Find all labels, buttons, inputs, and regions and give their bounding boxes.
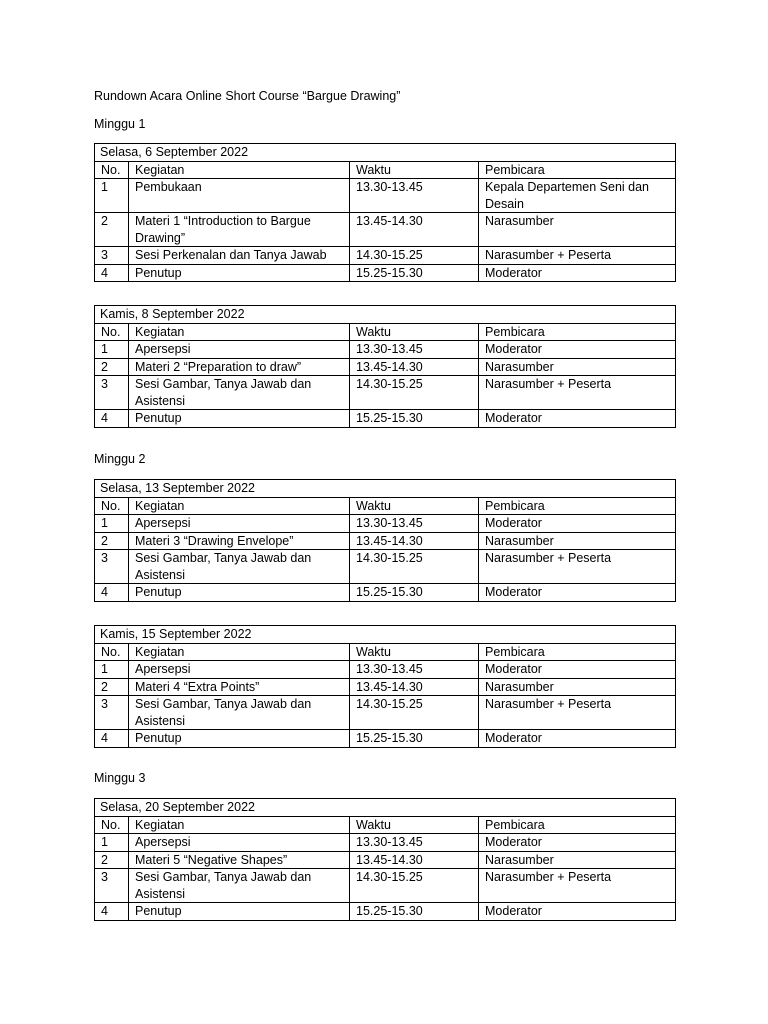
cell-waktu: 14.30-15.25 bbox=[350, 247, 479, 265]
header-kegiatan: Kegiatan bbox=[129, 816, 350, 834]
header-pembicara: Pembicara bbox=[479, 161, 676, 179]
cell-kegiatan: Materi 3 “Drawing Envelope” bbox=[129, 532, 350, 550]
cell-waktu: 15.25-15.30 bbox=[350, 903, 479, 921]
cell-pembicara: Moderator bbox=[479, 730, 676, 748]
table-row bbox=[95, 550, 676, 584]
cell-no: 2 bbox=[95, 851, 129, 869]
cell-kegiatan: Sesi Gambar, Tanya Jawab dan Asistensi bbox=[129, 376, 350, 410]
header-waktu: Waktu bbox=[350, 497, 479, 515]
cell-kegiatan: Penutup bbox=[129, 903, 350, 921]
table-row bbox=[95, 532, 676, 550]
page-title: Rundown Acara Online Short Course “Bargue Drawing” bbox=[94, 89, 401, 103]
cell-waktu: 13.45-14.30 bbox=[350, 532, 479, 550]
cell-no: 3 bbox=[95, 247, 129, 265]
cell-waktu: 13.45-14.30 bbox=[350, 678, 479, 696]
cell-pembicara: Moderator bbox=[479, 515, 676, 533]
day-cell: Kamis, 8 September 2022 bbox=[95, 306, 676, 324]
cell-waktu: 15.25-15.30 bbox=[350, 410, 479, 428]
cell-no: 3 bbox=[95, 376, 129, 410]
header-pembicara: Pembicara bbox=[479, 816, 676, 834]
cell-kegiatan: Materi 2 “Preparation to draw” bbox=[129, 358, 350, 376]
week-heading: Minggu 1 bbox=[94, 117, 146, 131]
cell-waktu: 13.30-13.45 bbox=[350, 515, 479, 533]
cell-no: 2 bbox=[95, 532, 129, 550]
cell-kegiatan: Apersepsi bbox=[129, 661, 350, 679]
cell-waktu: 13.30-13.45 bbox=[350, 341, 479, 359]
table-row bbox=[95, 410, 676, 428]
cell-pembicara: Narasumber bbox=[479, 358, 676, 376]
cell-pembicara: Narasumber bbox=[479, 532, 676, 550]
schedule-table bbox=[94, 625, 676, 748]
header-kegiatan: Kegiatan bbox=[129, 161, 350, 179]
header-pembicara: Pembicara bbox=[479, 497, 676, 515]
cell-kegiatan: Sesi Perkenalan dan Tanya Jawab bbox=[129, 247, 350, 265]
header-no: No. bbox=[95, 497, 129, 515]
header-row bbox=[95, 161, 676, 179]
table-row bbox=[95, 515, 676, 533]
cell-pembicara: Moderator bbox=[479, 661, 676, 679]
cell-waktu: 15.25-15.30 bbox=[350, 584, 479, 602]
header-row bbox=[95, 323, 676, 341]
cell-waktu: 14.30-15.25 bbox=[350, 869, 479, 903]
cell-pembicara: Narasumber + Peserta bbox=[479, 247, 676, 265]
header-waktu: Waktu bbox=[350, 323, 479, 341]
cell-pembicara: Narasumber + Peserta bbox=[479, 376, 676, 410]
table-row bbox=[95, 179, 676, 213]
cell-kegiatan: Apersepsi bbox=[129, 515, 350, 533]
cell-pembicara: Moderator bbox=[479, 903, 676, 921]
cell-kegiatan: Apersepsi bbox=[129, 834, 350, 852]
header-no: No. bbox=[95, 161, 129, 179]
header-no: No. bbox=[95, 643, 129, 661]
table-row bbox=[95, 903, 676, 921]
cell-kegiatan: Materi 1 “Introduction to Bargue Drawing” bbox=[129, 213, 350, 247]
cell-kegiatan: Sesi Gambar, Tanya Jawab dan Asistensi bbox=[129, 550, 350, 584]
cell-waktu: 13.45-14.30 bbox=[350, 213, 479, 247]
schedule-table bbox=[94, 305, 676, 428]
cell-no: 1 bbox=[95, 179, 129, 213]
table-row bbox=[95, 341, 676, 359]
cell-kegiatan: Penutup bbox=[129, 264, 350, 282]
cell-kegiatan: Materi 5 “Negative Shapes” bbox=[129, 851, 350, 869]
cell-kegiatan: Penutup bbox=[129, 730, 350, 748]
header-waktu: Waktu bbox=[350, 161, 479, 179]
schedule-table bbox=[94, 143, 676, 282]
table-row bbox=[95, 584, 676, 602]
header-pembicara: Pembicara bbox=[479, 643, 676, 661]
cell-pembicara: Moderator bbox=[479, 341, 676, 359]
cell-kegiatan: Sesi Gambar, Tanya Jawab dan Asistensi bbox=[129, 869, 350, 903]
day-row bbox=[95, 799, 676, 817]
cell-pembicara: Moderator bbox=[479, 834, 676, 852]
cell-kegiatan: Penutup bbox=[129, 410, 350, 428]
cell-no: 1 bbox=[95, 515, 129, 533]
cell-waktu: 13.30-13.45 bbox=[350, 179, 479, 213]
header-no: No. bbox=[95, 323, 129, 341]
cell-pembicara: Moderator bbox=[479, 584, 676, 602]
cell-waktu: 14.30-15.25 bbox=[350, 696, 479, 730]
table-row bbox=[95, 696, 676, 730]
week-heading: Minggu 3 bbox=[94, 771, 146, 785]
cell-pembicara: Moderator bbox=[479, 264, 676, 282]
day-cell: Selasa, 13 September 2022 bbox=[95, 480, 676, 498]
cell-waktu: 15.25-15.30 bbox=[350, 730, 479, 748]
cell-waktu: 13.45-14.30 bbox=[350, 358, 479, 376]
schedule-table bbox=[94, 798, 676, 921]
header-waktu: Waktu bbox=[350, 643, 479, 661]
cell-no: 2 bbox=[95, 358, 129, 376]
day-cell: Kamis, 15 September 2022 bbox=[95, 626, 676, 644]
cell-waktu: 13.30-13.45 bbox=[350, 661, 479, 679]
day-cell: Selasa, 6 September 2022 bbox=[95, 144, 676, 162]
day-row bbox=[95, 144, 676, 162]
header-pembicara: Pembicara bbox=[479, 323, 676, 341]
header-kegiatan: Kegiatan bbox=[129, 497, 350, 515]
cell-pembicara: Narasumber bbox=[479, 213, 676, 247]
cell-no: 4 bbox=[95, 903, 129, 921]
day-row bbox=[95, 480, 676, 498]
cell-pembicara: Narasumber bbox=[479, 851, 676, 869]
header-row bbox=[95, 497, 676, 515]
cell-no: 4 bbox=[95, 410, 129, 428]
cell-no: 2 bbox=[95, 678, 129, 696]
table-row bbox=[95, 213, 676, 247]
cell-no: 3 bbox=[95, 550, 129, 584]
table-row bbox=[95, 851, 676, 869]
table-row bbox=[95, 358, 676, 376]
cell-waktu: 14.30-15.25 bbox=[350, 550, 479, 584]
day-row bbox=[95, 626, 676, 644]
header-no: No. bbox=[95, 816, 129, 834]
cell-pembicara: Kepala Departemen Seni dan Desain bbox=[479, 179, 676, 213]
cell-kegiatan: Pembukaan bbox=[129, 179, 350, 213]
day-row bbox=[95, 306, 676, 324]
table-row bbox=[95, 247, 676, 265]
cell-pembicara: Narasumber + Peserta bbox=[479, 696, 676, 730]
cell-kegiatan: Sesi Gambar, Tanya Jawab dan Asistensi bbox=[129, 696, 350, 730]
cell-kegiatan: Penutup bbox=[129, 584, 350, 602]
cell-no: 2 bbox=[95, 213, 129, 247]
week-heading: Minggu 2 bbox=[94, 452, 146, 466]
table-row bbox=[95, 730, 676, 748]
cell-waktu: 15.25-15.30 bbox=[350, 264, 479, 282]
header-kegiatan: Kegiatan bbox=[129, 643, 350, 661]
table-row bbox=[95, 869, 676, 903]
table-row bbox=[95, 834, 676, 852]
cell-kegiatan: Materi 4 “Extra Points” bbox=[129, 678, 350, 696]
header-kegiatan: Kegiatan bbox=[129, 323, 350, 341]
cell-no: 3 bbox=[95, 696, 129, 730]
table-row bbox=[95, 376, 676, 410]
schedule-table bbox=[94, 479, 676, 602]
cell-no: 1 bbox=[95, 834, 129, 852]
header-waktu: Waktu bbox=[350, 816, 479, 834]
day-cell: Selasa, 20 September 2022 bbox=[95, 799, 676, 817]
header-row bbox=[95, 643, 676, 661]
cell-pembicara: Moderator bbox=[479, 410, 676, 428]
cell-pembicara: Narasumber + Peserta bbox=[479, 550, 676, 584]
cell-waktu: 13.30-13.45 bbox=[350, 834, 479, 852]
cell-no: 3 bbox=[95, 869, 129, 903]
table-row bbox=[95, 678, 676, 696]
cell-no: 4 bbox=[95, 264, 129, 282]
cell-no: 1 bbox=[95, 341, 129, 359]
cell-no: 1 bbox=[95, 661, 129, 679]
cell-no: 4 bbox=[95, 584, 129, 602]
table-row bbox=[95, 264, 676, 282]
table-row bbox=[95, 661, 676, 679]
cell-kegiatan: Apersepsi bbox=[129, 341, 350, 359]
cell-waktu: 13.45-14.30 bbox=[350, 851, 479, 869]
header-row bbox=[95, 816, 676, 834]
cell-waktu: 14.30-15.25 bbox=[350, 376, 479, 410]
cell-no: 4 bbox=[95, 730, 129, 748]
cell-pembicara: Narasumber + Peserta bbox=[479, 869, 676, 903]
cell-pembicara: Narasumber bbox=[479, 678, 676, 696]
